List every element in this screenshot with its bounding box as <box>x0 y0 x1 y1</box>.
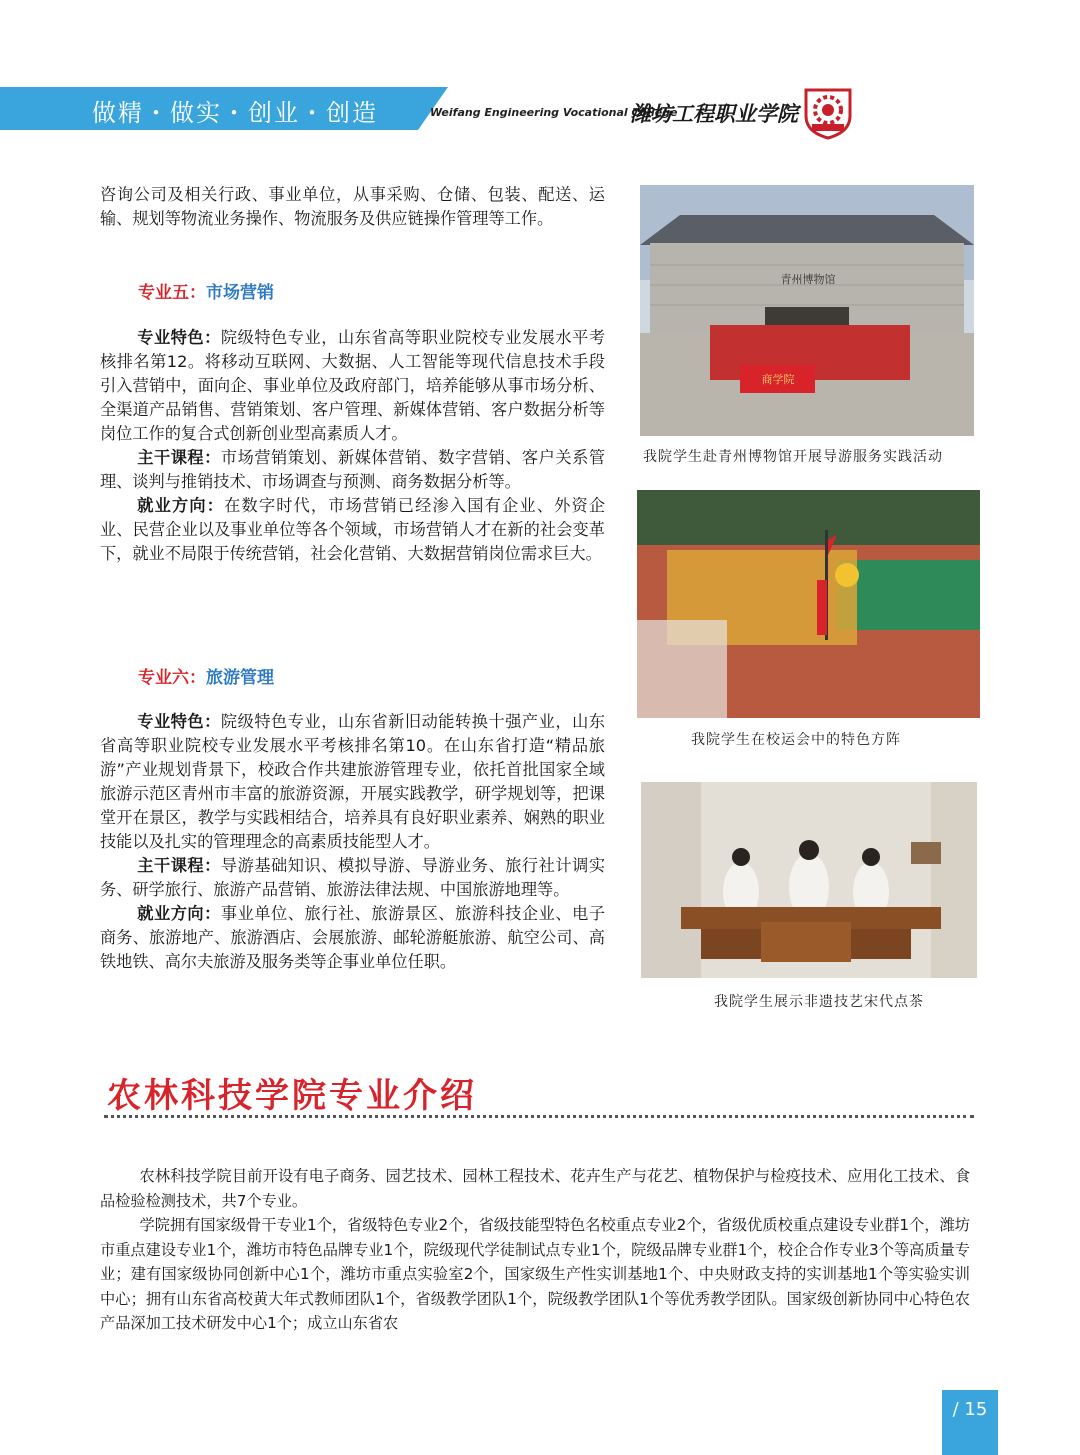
major6-heading <box>138 663 274 688</box>
section-body <box>100 1164 970 1336</box>
major5-course: 市场营销策划、新媒体营销、数字营销、客户关系管理、谈判与推销技术、市场调查与预测、商务数据分析等。 <box>100 448 606 491</box>
museum-photo <box>640 185 974 436</box>
major6-name: 旅游管理 <box>206 668 274 688</box>
major5-job: 在数字时代，市场营销已经渗入国有企业、外资企业、民营企业以及事业单位等各个领域，市场营销人才在新的社会变革下，就业不局限于传统营销，社会化营销、大数据营销岗位需求巨大。 <box>100 496 606 563</box>
museum-sign: 青州博物馆 <box>780 273 836 286</box>
major6-course: 导游基础知识、模拟导游、导游业务、旅行社计调实务、研学旅行、旅游产品营销、旅游法律法规、中国旅游地理等。 <box>100 856 606 899</box>
tea-ceremony-photo <box>641 782 977 978</box>
major6-job: 事业单位、旅行社、旅游景区、旅游科技企业、电子商务、旅游地产、旅游酒店、会展旅游、邮轮游艇旅游、航空公司、高铁地铁、高尔夫旅游及服务类等企事业单位任职。 <box>100 904 606 971</box>
college-name-en: Weifang Engineering Vocational College <box>430 106 678 119</box>
museum-photo-caption: 我院学生赴青州博物馆开展导游服务实践活动 <box>643 449 943 465</box>
major5-job-label: 就业方向： <box>137 496 225 515</box>
major6-body <box>100 710 605 974</box>
major5-feature-label: 专业特色： <box>137 328 221 347</box>
major5-feature: 院级特色专业，山东省高等职业院校专业发展水平考核排名第12。将移动互联网、大数据、人工智能等现代信息技术手段引入营销中，面向企、事业单位及政府部门，培养能够从事市场分析、全渠道产品销售、营销策划、客户管理、新媒体营销、客户数据分析等岗位工作的复合式创新创业型高素质人才。 <box>100 328 606 443</box>
sports-meet-photo <box>637 490 980 718</box>
page-number: / 15 <box>942 1390 998 1455</box>
banner-text: 商学院 <box>761 373 795 386</box>
major5-name: 市场营销 <box>206 283 274 303</box>
major6-feature-label: 专业特色： <box>137 712 221 731</box>
tea-ceremony-caption: 我院学生展示非遗技艺宋代点茶 <box>714 994 924 1010</box>
major5-course-label: 主干课程： <box>137 448 221 467</box>
section-divider <box>104 1115 974 1118</box>
intro-paragraph <box>100 183 605 231</box>
major5-prefix: 专业五： <box>138 283 206 303</box>
major5-heading <box>138 278 274 303</box>
major6-course-label: 主干课程： <box>137 856 221 875</box>
major6-feature: 院级特色专业，山东省新旧动能转换十强产业，山东省高等职业院校专业发展水平考核排名第10。在山东省打造“精品旅游”产业规划背景下，校政合作共建旅游管理专业，依托首批国家全域旅游示范区青州市丰富的旅游资源，开展实践教学，研学规划等，把课堂开在景区，教学与实践相结合，培养具有良好职业素养、娴熟的职业技能以及扎实的管理理念的高素质技能型人才。 <box>100 712 606 851</box>
sports-meet-caption: 我院学生在校运会中的特色方阵 <box>691 732 901 748</box>
section-para-2: 学院拥有国家级骨干专业1个，省级特色专业2个，省级技能型特色名校重点专业2个，省级优质校重点建设专业群1个，潍坊市重点建设专业1个，潍坊市特色品牌专业1个，院级现代学徒制试点专业1个，院级品牌专业群1个，校企合作专业3个等高质量专业；建有国家级协同创新中心1个，潍坊市重点实验室2个，国家级生产性实训基地1个、中央财政支持的实训基地1个等实验实训中心；拥有山东省高校黄大年式教师团队1个，省级教学团队1个，院级教学团队1个等优秀教学团队。国家级创新协同中心特色农产品深加工技术研发中心1个；成立山东省农 <box>100 1216 970 1332</box>
header-slogan: 做精・做实・创业・创造 <box>92 99 378 127</box>
college-name-cn: 潍坊工程职业学院 <box>630 102 798 126</box>
major6-prefix: 专业六： <box>138 668 206 688</box>
section-para-1: 农林科技学院目前开设有电子商务、园艺技术、园林工程技术、花卉生产与花艺、植物保护与检疫技术、应用化工技术、食品检验检测技术，共7个专业。 <box>100 1167 970 1210</box>
college-logo-icon <box>800 86 856 140</box>
section-title: 农林科技学院专业介绍 <box>107 1076 477 1116</box>
intro-text: 咨询公司及相关行政、事业单位，从事采购、仓储、包装、配送、运输、规划等物流业务操作、物流服务及供应链操作管理等工作。 <box>100 185 605 228</box>
major5-body <box>100 326 605 566</box>
major6-job-label: 就业方向： <box>137 904 221 923</box>
